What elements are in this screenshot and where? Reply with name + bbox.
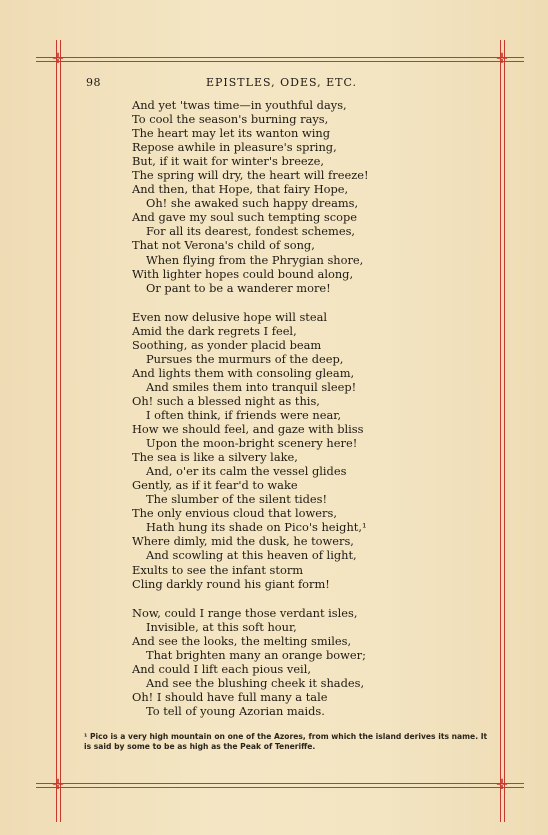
frame-rule-bottom	[36, 783, 524, 784]
poem-line: And then, that Hope, that fairy Hope,	[132, 182, 349, 197]
frame-corner-ornament-icon: ✛	[52, 777, 64, 793]
poem-stanza	[132, 310, 492, 591]
poem-line: The sea is like a silvery lake,	[132, 450, 298, 465]
poem-stanza	[132, 98, 492, 295]
poem-line: The spring will dry, the heart will freeze!	[132, 168, 369, 183]
running-head: EPISTLES, ODES, ETC.	[206, 76, 358, 89]
poem-line: Soothing, as yonder placid beam	[132, 337, 322, 352]
footnote: ¹ Pico is a very high mountain on one of the Azores, from which the island derives its name. It is said by some to be as high as the Peak of Teneriffe.	[84, 732, 488, 751]
page-number: 98	[86, 76, 101, 89]
frame-rule-bottom-inner	[36, 787, 524, 788]
poem-line: And smiles them into tranquil sleep!	[146, 379, 357, 394]
poem-line: And lights them with consoling gleam,	[132, 365, 355, 380]
poem-line: Hath hung its shade on Pico's height,¹	[146, 520, 367, 535]
frame-rule-left	[56, 40, 57, 822]
poem-line: Repose awhile in pleasure's spring,	[132, 140, 337, 155]
poem-line: Or pant to be a wanderer more!	[146, 280, 331, 295]
poem-line: Gently, as if it fear'd to wake	[132, 478, 298, 493]
poem-line: The slumber of the silent tides!	[146, 492, 328, 507]
poem-line: Now, could I range those verdant isles,	[132, 605, 358, 620]
poem-line: I often think, if friends were near,	[146, 407, 342, 422]
poem-line: Where dimly, mid the dusk, he towers,	[132, 534, 354, 549]
frame-rule-left-inner	[60, 40, 61, 822]
poem-line: And, o'er its calm the vessel glides	[146, 464, 347, 479]
poem-line: Even now delusive hope will steal	[132, 309, 328, 324]
poem-line: Cling darkly round his giant form!	[132, 576, 330, 591]
poem-line: When flying from the Phrygian shore,	[146, 252, 364, 267]
frame-rule-right-inner	[504, 40, 505, 822]
poem-line: And see the blushing cheek it shades,	[146, 675, 365, 690]
frame-rule-top-inner	[36, 61, 524, 62]
poem-body	[132, 98, 492, 733]
poem-line: Upon the moon-bright scenery here!	[146, 436, 358, 451]
poem-line: And scowling at this heaven of light,	[146, 548, 357, 563]
frame-rule-top	[36, 57, 524, 58]
poem-line: The heart may let its wanton wing	[132, 126, 331, 141]
poem-line: Exults to see the infant storm	[132, 562, 304, 577]
poem-line: Oh! such a blessed night as this,	[132, 393, 320, 408]
frame-corner-ornament-icon: ✛	[52, 51, 64, 67]
poem-line: How we should feel, and gaze with bliss	[132, 422, 364, 437]
frame-rule-right	[500, 40, 501, 822]
poem-line: That not Verona's child of song,	[132, 238, 315, 253]
poem-line: But, if it wait for winter's breeze,	[132, 154, 325, 169]
poem-line: Invisible, at this soft hour,	[146, 619, 297, 634]
poem-line: For all its dearest, fondest schemes,	[146, 224, 356, 239]
poem-line: And could I lift each pious veil,	[132, 661, 311, 676]
poem-line: Amid the dark regrets I feel,	[132, 323, 297, 338]
poem-line: And see the looks, the melting smiles,	[132, 633, 352, 648]
frame-corner-ornament-icon: ✛	[496, 777, 508, 793]
poem-line: Oh! she awaked such happy dreams,	[146, 196, 359, 211]
poem-line: With lighter hopes could bound along,	[132, 266, 354, 281]
poem-line: And gave my soul such tempting scope	[132, 210, 358, 225]
poem-line: To cool the season's burning rays,	[132, 112, 329, 127]
poem-line: Oh! I should have full many a tale	[132, 689, 328, 704]
poem-line: Pursues the murmurs of the deep,	[146, 351, 344, 366]
poem-line: To tell of young Azorian maids.	[146, 703, 325, 718]
frame-corner-ornament-icon: ✛	[496, 51, 508, 67]
poem-line: The only envious cloud that lowers,	[132, 506, 337, 521]
poem-line: That brighten many an orange bower;	[146, 647, 366, 662]
page-header	[86, 76, 486, 92]
poem-line: And yet 'twas time—in youthful days,	[132, 98, 347, 112]
poem-stanza	[132, 606, 492, 718]
